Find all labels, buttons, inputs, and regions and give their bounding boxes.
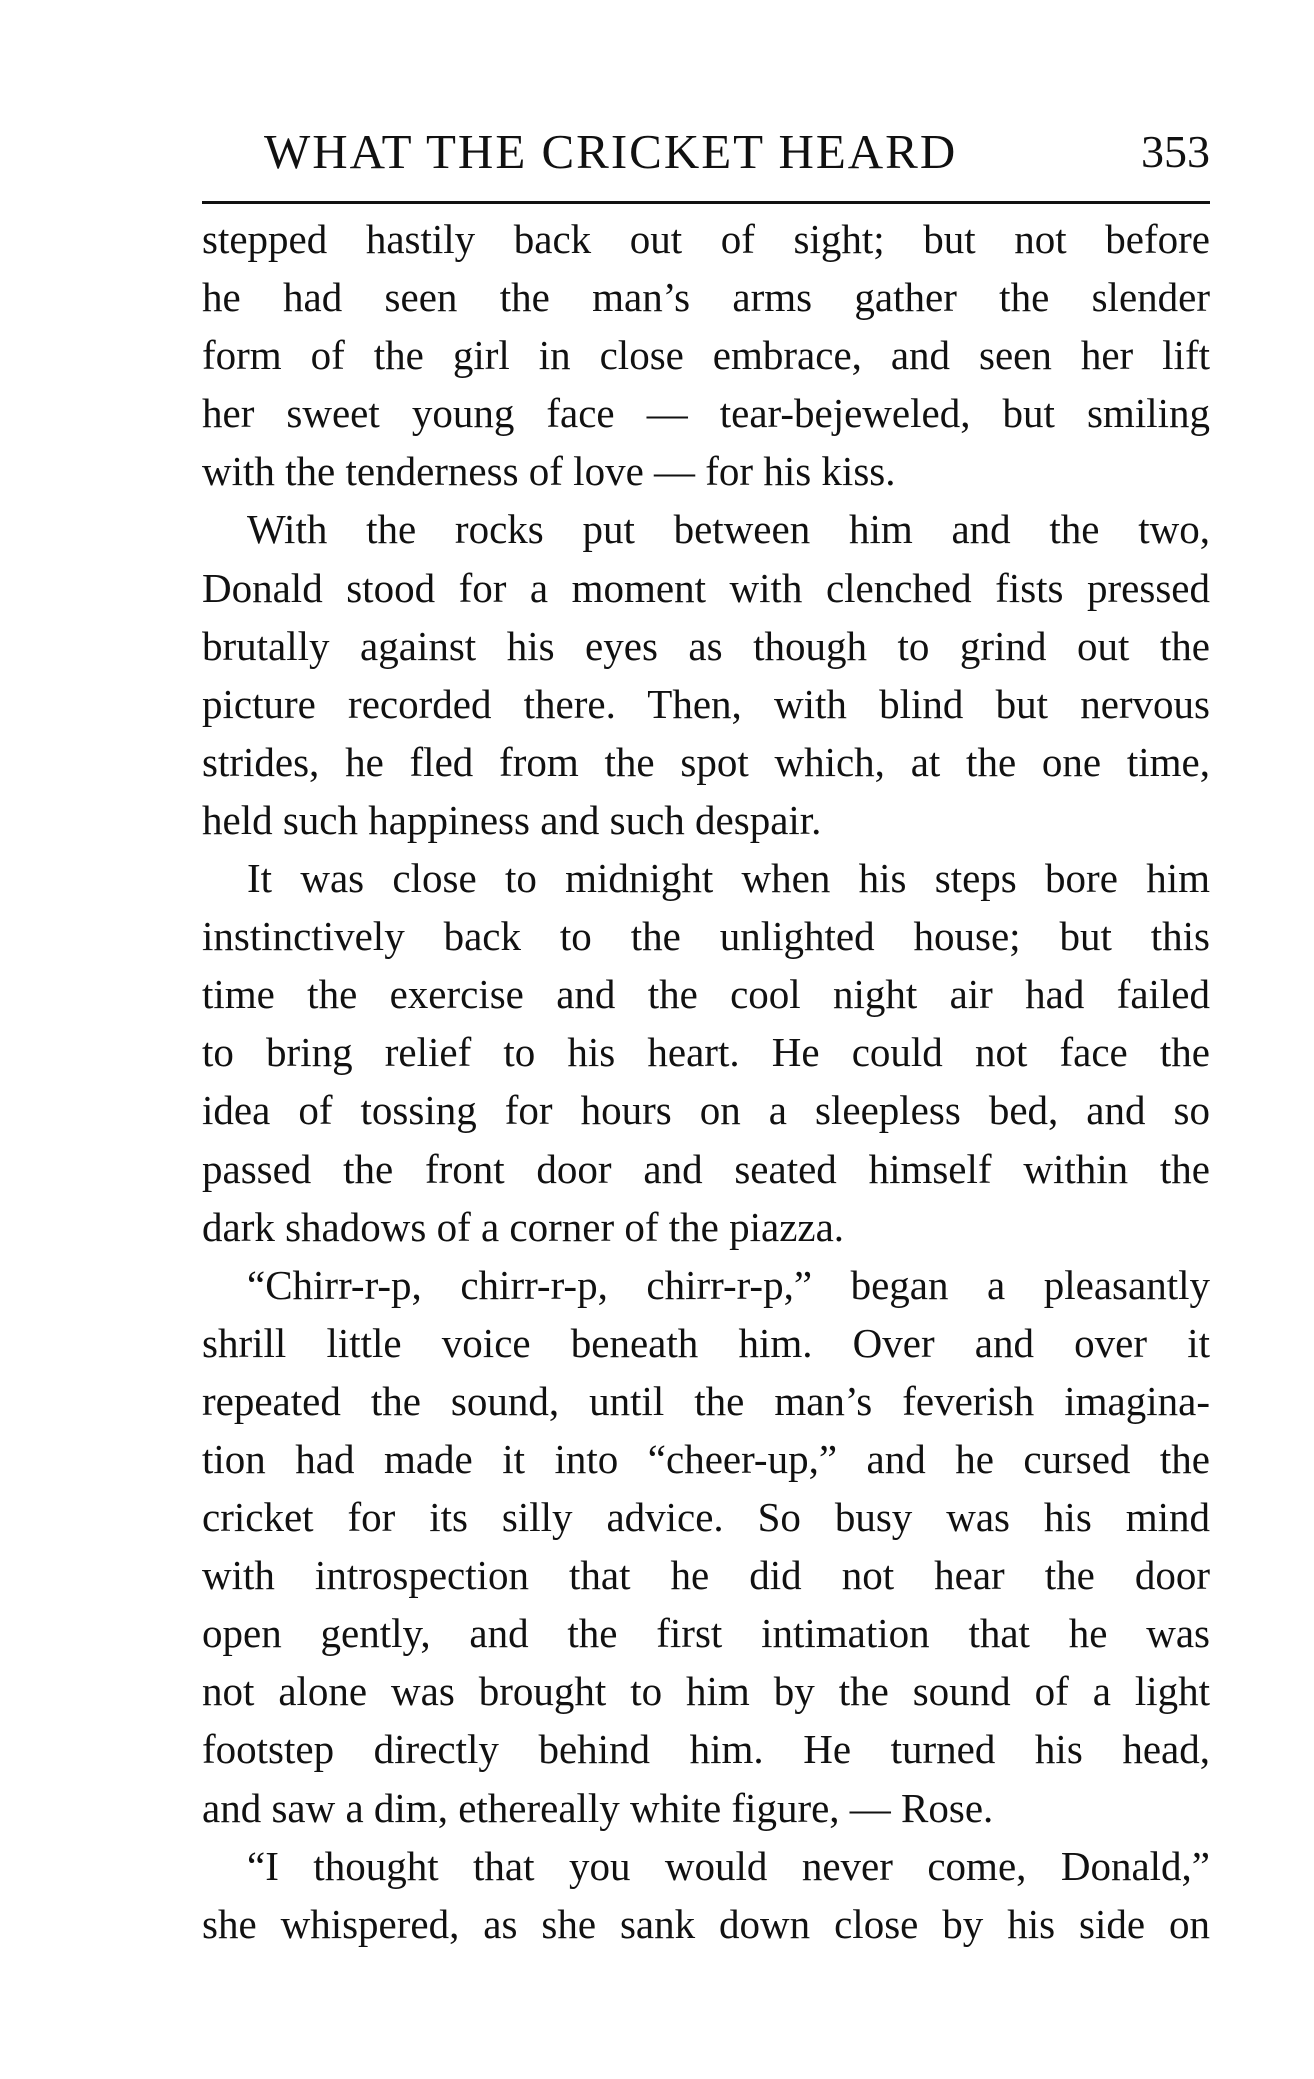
- text-line: tion had made it into “cheer-up,” and he cursed the: [202, 1435, 1210, 1482]
- text-line: repeated the sound, until the man’s feverish imagina-: [202, 1377, 1210, 1424]
- text-line: to bring relief to his heart. He could not face the: [202, 1029, 1210, 1076]
- text-line: with introspection that he did not hear the door: [202, 1552, 1210, 1599]
- text-line: picture recorded there. Then, with blind but nervous: [202, 680, 1210, 727]
- text-line: “Chirr-r-p, chirr-r-p, chirr-r-p,” began a pleasantly: [247, 1261, 1210, 1308]
- text-line: held such happiness and such despair.: [202, 796, 822, 843]
- text-line: With the rocks put between him and the two,: [247, 506, 1210, 553]
- text-line: instinctively back to the unlighted house; but this: [202, 913, 1210, 960]
- text-line: and saw a dim, ethereally white figure, — Rose.: [202, 1784, 994, 1831]
- text-line: with the tenderness of love — for his kiss.: [202, 448, 896, 495]
- text-line: she whispered, as she sank down close by his side on: [202, 1900, 1210, 1947]
- text-line: cricket for its silly advice. So busy was his mind: [202, 1494, 1210, 1541]
- text-line: strides, he fled from the spot which, at the one time,: [202, 738, 1210, 785]
- text-line: “I thought that you would never come, Donald,”: [247, 1842, 1210, 1889]
- text-line: shrill little voice beneath him. Over and over it: [202, 1319, 1210, 1366]
- text-line: passed the front door and seated himself within the: [202, 1145, 1210, 1192]
- text-line: he had seen the man’s arms gather the slender: [202, 274, 1210, 321]
- text-line: time the exercise and the cool night air had failed: [202, 971, 1210, 1018]
- text-line: dark shadows of a corner of the piazza.: [202, 1203, 845, 1250]
- text-line: open gently, and the first intimation that he was: [202, 1610, 1210, 1657]
- text-line: stepped hastily back out of sight; but not before: [202, 216, 1210, 262]
- text-line: brutally against his eyes as though to grind out the: [202, 622, 1210, 669]
- body-text: [202, 210, 1210, 1953]
- text-line: Donald stood for a moment with clenched fists pressed: [202, 564, 1210, 611]
- page-number: 353: [1141, 126, 1210, 177]
- header-rule: [202, 201, 1210, 204]
- text-line: not alone was brought to him by the sound of a light: [202, 1668, 1210, 1715]
- text-line: It was close to midnight when his steps bore him: [247, 855, 1210, 902]
- text-line: form of the girl in close embrace, and seen her lift: [202, 332, 1210, 379]
- text-line: idea of tossing for hours on a sleepless bed, and so: [202, 1087, 1210, 1134]
- text-line: her sweet young face — tear-bejeweled, but smiling: [202, 390, 1210, 437]
- text-line: footstep directly behind him. He turned his head,: [202, 1726, 1210, 1773]
- running-title: WHAT THE CRICKET HEARD: [264, 124, 958, 179]
- running-head: [202, 122, 1210, 182]
